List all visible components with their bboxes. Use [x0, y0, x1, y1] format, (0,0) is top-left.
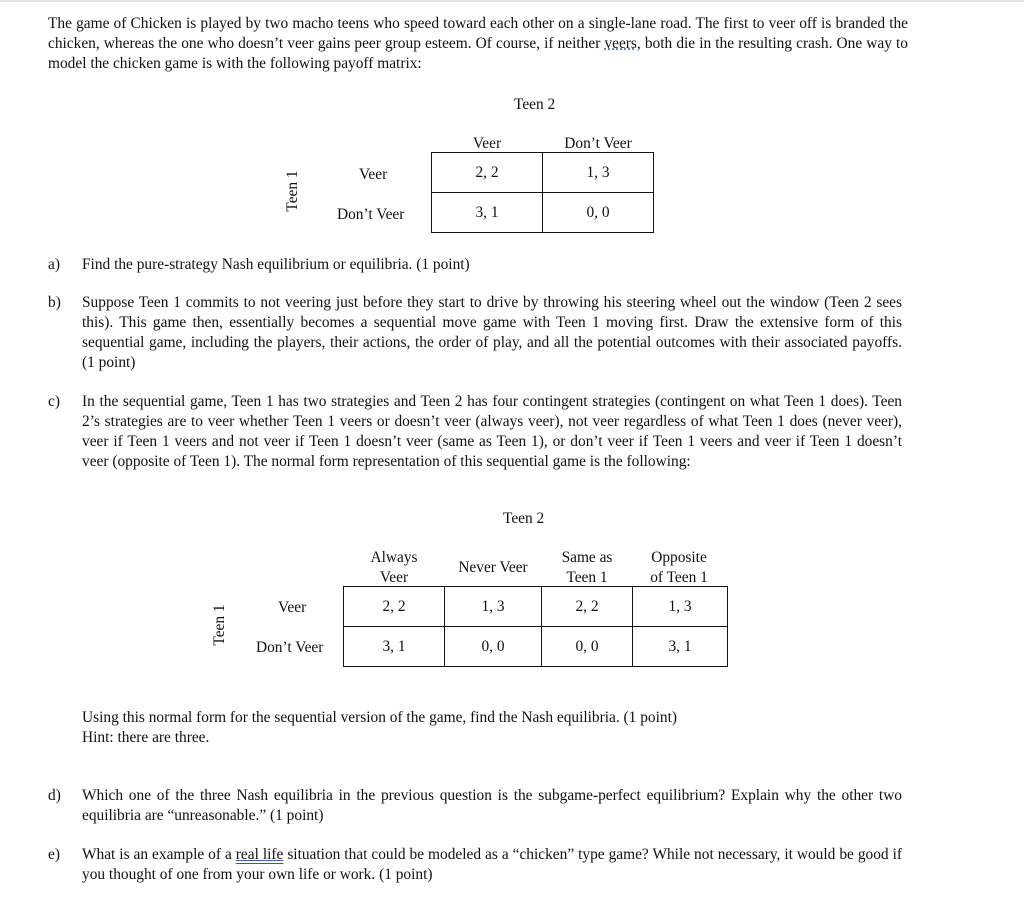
matrix2-row-player: Teen 1: [211, 604, 228, 646]
intro-text-1: The game of Chicken is played by two macho teens who speed toward each other on a single-lane road. The first to veer off is branded the chicken, whereas the one who doesn’t veer gains peer group esteem. Of course, if neither: [48, 15, 908, 52]
matrix2-cell: 1, 3: [445, 587, 542, 627]
matrix2-cell: 2, 2: [344, 587, 445, 627]
matrix2-col-header-line: Teen 1: [566, 569, 608, 586]
question-b-letter: b): [48, 294, 61, 311]
question-e-underlined: real life: [235, 846, 284, 863]
question-d-text: Which one of the three Nash equilibria in the previous question is the subgame-perfect equilibrium? Explain why the other two equilibria are “unreasonable.” (1 point): [82, 787, 902, 824]
matrix2-cell: 0, 0: [542, 627, 633, 667]
matrix1-cell: 0, 0: [543, 193, 654, 233]
matrix1-col-header-veer: Veer: [472, 135, 502, 152]
matrix2-cell: 1, 3: [633, 587, 728, 627]
question-c-text: In the sequential game, Teen 1 has two strategies and Teen 2 has four contingent strategies (contingent on what Teen 1 does). Teen 2’s strategies are to veer whether Teen 1 veers or doesn’t veer (always veer), not veer regardless of what Teen 1 does (never veer), veer if Teen 1 veers and not veer if Teen 1 doesn’t veer (same as Teen 1), or don’t veer if Teen 1 veers and veer if Teen 1 doesn’t veer (opposite of Teen 1). The normal form representation of this sequential game is the following:: [82, 393, 902, 470]
question-a-letter: a): [48, 256, 60, 273]
matrix2-row-header-veer: Veer: [278, 599, 307, 616]
matrix2-col-header-same-as-teen1: [539, 548, 635, 588]
matrix1-row-header-veer: Veer: [359, 166, 388, 183]
matrix2-col-header-always-veer: [344, 548, 444, 588]
intro-paragraph: [48, 14, 908, 74]
intro-underlined-word: veers: [604, 35, 637, 52]
matrix2-cell: 3, 1: [633, 627, 728, 667]
question-a-text: Find the pure-strategy Nash equilibrium or equilibria. (1 point): [82, 256, 470, 273]
intro-text-2: , both die in the resulting crash. One way to model the chicken game is with the following payoff matrix:: [48, 35, 908, 72]
payoff-matrix-2: [343, 586, 728, 667]
question-b-text: Suppose Teen 1 commits to not veering just before they start to drive by throwing his steering wheel out the window (Teen 2 sees this). This game then, essentially becomes a sequential move game with Teen 1 moving first. Draw the extensive form of this sequential game, including the players, their actions, the order of play, and all the potential outcomes with their associated payoffs. (1 point): [82, 294, 902, 371]
matrix1-cell: 3, 1: [432, 193, 543, 233]
matrix2-cell: 2, 2: [542, 587, 633, 627]
question-e-letter: e): [48, 846, 60, 863]
matrix2-col-player: Teen 2: [503, 510, 545, 527]
matrix1-col-header-dont-veer: Don’t Veer: [564, 135, 632, 152]
matrix2-col-header-line: Always: [370, 549, 418, 566]
question-c-followup: Using this normal form for the sequential version of the game, find the Nash equilibria. (1 point): [82, 709, 677, 726]
matrix2-col-header-never-veer: Never Veer: [458, 559, 528, 576]
question-e-text-2: situation that could be modeled as a “chicken” type game? While not necessary, it would be good if you thought of one from your own life or work. (1 point): [82, 846, 902, 883]
matrix1-row-header-dont-veer: Don’t Veer: [337, 206, 405, 223]
question-e-text-1: What is an example of a: [82, 846, 236, 863]
matrix2-cell: 0, 0: [445, 627, 542, 667]
matrix2-col-header-line: Same as: [561, 549, 613, 566]
question-c-hint: Hint: there are three.: [82, 729, 210, 746]
matrix1-cell: 1, 3: [543, 153, 654, 193]
matrix2-col-header-line: of Teen 1: [650, 569, 708, 586]
question-c-letter: c): [48, 393, 60, 410]
matrix2-col-header-line: Veer: [379, 569, 409, 586]
matrix1-row-player: Teen 1: [284, 170, 301, 212]
question-d-letter: d): [48, 787, 61, 804]
question-e-text: [82, 845, 902, 885]
matrix2-col-header-opposite-of-teen1: [631, 548, 727, 588]
top-divider: [0, 0, 1024, 2]
matrix2-col-header-line: Opposite: [651, 549, 707, 566]
matrix2-row-header-dont-veer: Don’t Veer: [256, 639, 324, 656]
payoff-matrix-1: [431, 152, 654, 233]
matrix2-cell: 3, 1: [344, 627, 445, 667]
matrix1-cell: 2, 2: [432, 153, 543, 193]
matrix1-col-player: Teen 2: [514, 96, 556, 113]
